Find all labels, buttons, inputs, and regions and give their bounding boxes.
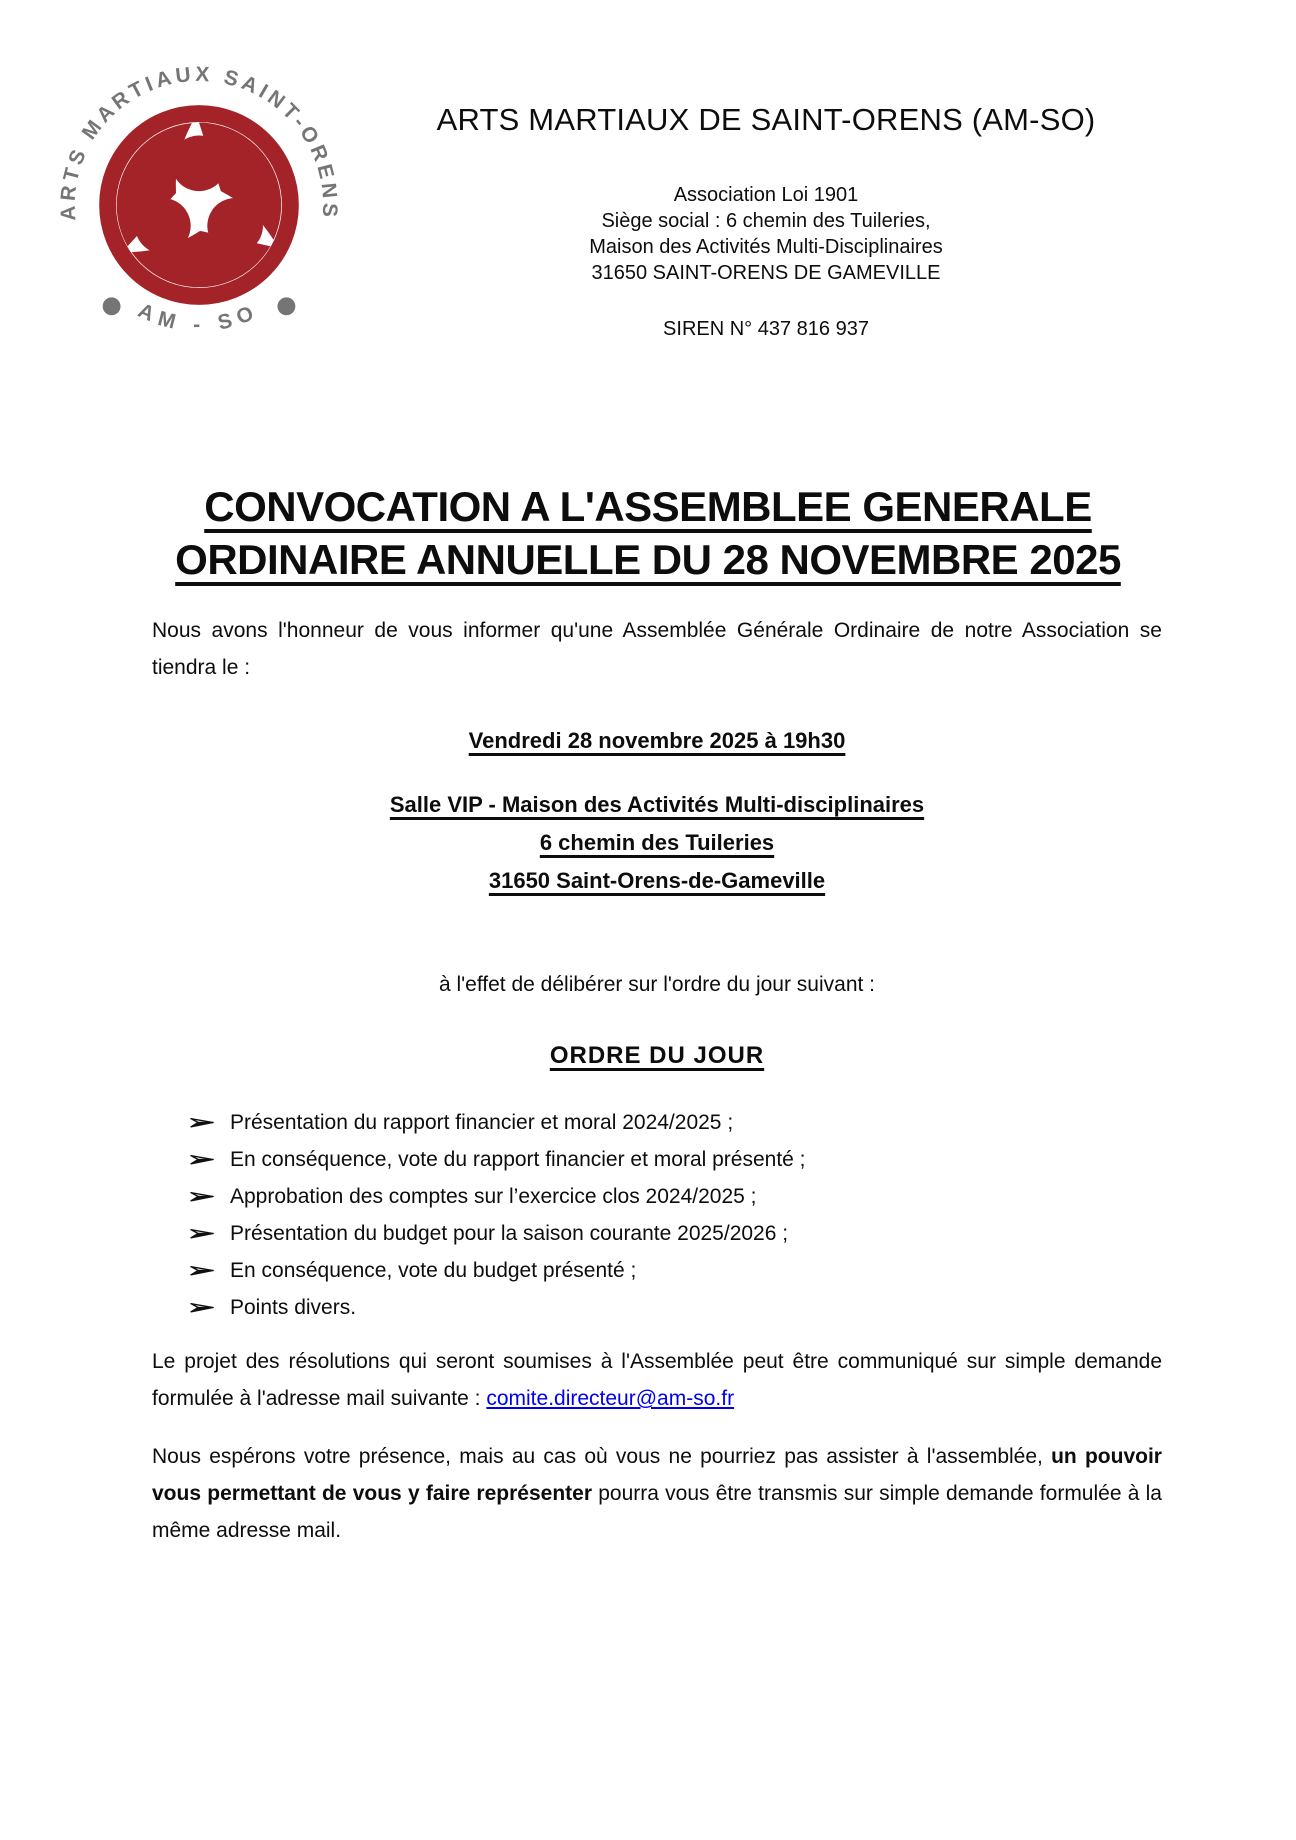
org-address-line: 31650 SAINT-ORENS DE GAMEVILLE [591,262,941,284]
logo-dot-right [277,297,295,315]
club-logo [50,56,348,354]
arrowhead-bullet-icon [190,1225,215,1242]
closing-paragraph [152,1438,1162,1549]
agenda-item-text: En conséquence, vote du budget présenté ; [230,1259,637,1282]
agenda-item [152,1215,1162,1252]
agenda-item [152,1289,1162,1326]
logo-arc-text-top: ARTS MARTIAUX SAINT-ORENS [56,62,342,222]
document-title [0,480,1296,586]
agenda-item [152,1104,1162,1141]
tomoe-icon [87,114,291,318]
document-title-line2: ORDINAIRE ANNUELLE DU 28 NOVEMBRE 2025 [175,536,1121,583]
agenda-heading [152,1037,1162,1074]
resolutions-paragraph [152,1343,1162,1417]
agenda-item [152,1141,1162,1178]
logo-dot-left [103,297,121,315]
org-address-line: Maison des Activités Multi-Disciplinaires [589,236,943,258]
meeting-datetime-text: Vendredi 28 novembre 2025 à 19h30 [468,728,846,753]
agenda-item [152,1252,1162,1289]
intro-paragraph: Nous avons l'honneur de vous informer qu'une Assemblée Générale Ordinaire de notre Association se tiendra le : [152,619,1162,679]
arrowhead-bullet-icon [190,1151,215,1168]
arrowhead-bullet-icon [190,1114,215,1131]
arrowhead-bullet-icon [190,1188,215,1205]
meeting-datetime [152,722,1162,759]
resolutions-text: Le projet des résolutions qui seront soumises à l'Assemblée peut être communiqué sur simple demande formulée à l'adresse mail suivante : [152,1350,1162,1410]
agenda-heading-text: ORDRE DU JOUR [549,1042,765,1069]
letter-body [152,612,1162,1549]
logo-arc-text-bottom: AM - SO [134,298,264,337]
org-siren: SIREN N° 437 816 937 [663,318,869,340]
tomoe-logo-svg [50,56,348,354]
org-address [400,182,1132,286]
arrowhead-bullet-icon [190,1262,215,1279]
org-header [400,102,1132,342]
meeting-venue [152,786,1162,900]
document-title-line1: CONVOCATION A L'ASSEMBLEE GENERALE [204,483,1092,530]
agenda-item-text: Présentation du rapport financier et moral 2024/2025 ; [230,1111,734,1134]
purpose-line: à l'effet de délibérer sur l'ordre du jour suivant : [438,973,876,996]
venue-line: 6 chemin des Tuileries [539,830,775,855]
org-title: ARTS MARTIAUX DE SAINT-ORENS (AM-SO) [436,102,1096,137]
venue-line: 31650 Saint-Orens-de-Gameville [488,868,826,893]
agenda-item-text: Approbation des comptes sur l’exercice clos 2024/2025 ; [230,1185,757,1208]
closing-text-start: Nous espérons votre présence, mais au cas où vous ne pourriez pas assister à l'assemblée, [152,1445,1052,1468]
agenda-item-text: Points divers. [230,1296,357,1319]
closing-text-end: pourra vous être transmis sur simple demande formulée à la même adresse mail. [152,1482,1162,1542]
agenda-list [152,1104,1162,1326]
org-address-line: Association Loi 1901 [673,184,859,206]
venue-line: Salle VIP - Maison des Activités Multi-disciplinaires [389,792,925,817]
agenda-item-text: Présentation du budget pour la saison courante 2025/2026 ; [230,1222,789,1245]
org-address-line: Siège social : 6 chemin des Tuileries, [601,210,931,232]
email-link[interactable]: comite.directeur@am-so.fr [486,1387,735,1410]
agenda-item-text: En conséquence, vote du rapport financier et moral présenté ; [230,1148,806,1171]
arrowhead-bullet-icon [190,1299,215,1316]
closing-text-bold: un pouvoir vous permettant de vous y faire représenter [152,1445,1162,1505]
agenda-item [152,1178,1162,1215]
